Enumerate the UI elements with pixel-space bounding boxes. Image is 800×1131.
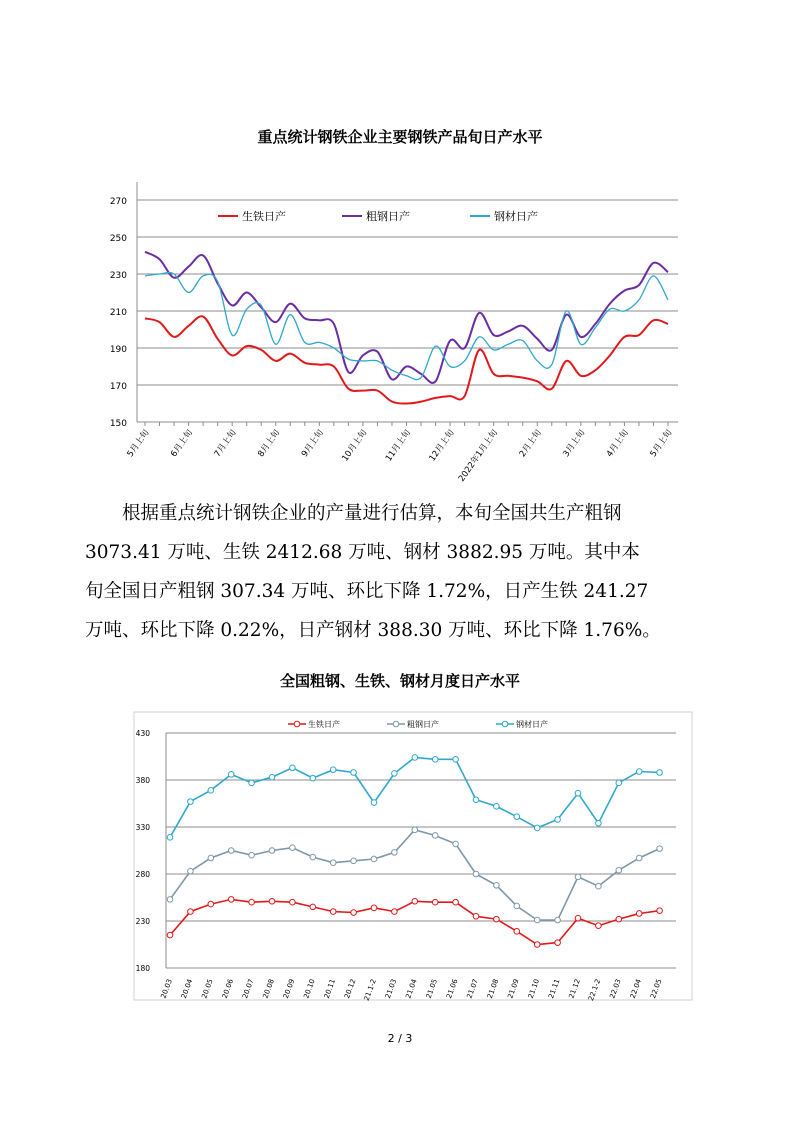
series-line-3	[170, 757, 660, 837]
x-tick-label: 20.05	[200, 977, 215, 1000]
data-point	[371, 856, 377, 862]
legend-label: 钢材日产	[494, 210, 538, 223]
data-point	[534, 917, 540, 923]
x-tick-label: 21.10	[526, 977, 542, 1000]
x-tick-label: 8月上旬	[256, 427, 283, 460]
legend-marker	[294, 721, 300, 727]
data-point	[392, 850, 398, 856]
x-tick-label: 20.08	[261, 977, 276, 1000]
data-point	[473, 797, 479, 803]
x-tick-label: 21.06	[445, 977, 460, 1000]
data-point	[228, 897, 234, 903]
data-point	[392, 909, 398, 915]
data-point	[514, 929, 520, 935]
data-point	[657, 846, 663, 852]
y-tick-label: 150	[109, 419, 127, 429]
y-tick-label: 180	[135, 964, 150, 973]
data-point	[208, 901, 214, 907]
x-tick-label: 22.03	[608, 977, 623, 1000]
data-point	[412, 755, 418, 761]
legend-label: 钢材日产	[516, 720, 548, 729]
x-tick-label: 12月上旬	[427, 427, 457, 464]
series-line-2	[170, 830, 660, 920]
data-point	[555, 817, 561, 823]
data-point	[473, 914, 479, 920]
x-tick-label: 7月上旬	[212, 427, 239, 460]
y-tick-label: 230	[135, 917, 150, 926]
legend-marker	[393, 721, 399, 727]
data-point	[228, 772, 234, 778]
data-point	[514, 903, 520, 909]
y-tick-label: 250	[109, 234, 127, 244]
data-point	[310, 904, 316, 910]
y-tick-label: 330	[135, 823, 150, 832]
data-point	[269, 774, 275, 780]
x-tick-label: 21.07	[465, 977, 480, 1000]
x-tick-label: 20.03	[159, 977, 174, 1000]
y-tick-label: 280	[135, 870, 150, 879]
data-point	[412, 898, 418, 904]
x-tick-label: 22.05	[649, 977, 664, 1000]
data-point	[330, 767, 336, 773]
data-point	[534, 942, 540, 948]
data-point	[269, 898, 275, 904]
data-point	[616, 780, 622, 786]
data-point	[392, 771, 398, 777]
y-tick-label: 230	[109, 271, 127, 281]
x-tick-label: 21.11	[547, 977, 562, 1000]
x-tick-label: 22.1-2	[587, 977, 603, 1002]
data-point	[636, 911, 642, 917]
x-tick-label: 21.09	[506, 977, 521, 1000]
x-tick-label: 20.09	[281, 977, 297, 1000]
data-point	[167, 835, 173, 841]
data-point	[575, 915, 581, 921]
data-point	[616, 867, 622, 873]
data-point	[351, 770, 357, 776]
data-point	[453, 841, 459, 847]
x-tick-label: 20.10	[302, 977, 317, 1000]
data-point	[432, 757, 438, 763]
x-tick-label: 3月上旬	[561, 427, 588, 460]
data-point	[473, 871, 479, 877]
data-point	[657, 908, 663, 914]
data-point	[167, 932, 173, 938]
data-point	[575, 874, 581, 880]
data-point	[188, 909, 194, 915]
data-point	[432, 899, 438, 905]
data-point	[290, 899, 296, 905]
paragraph-line-2: 3073.41 万吨、生铁 2412.68 万吨、钢材 3882.95 万吨。其中本	[85, 542, 640, 563]
y-tick-label: 430	[135, 729, 150, 738]
data-point	[555, 940, 561, 946]
x-tick-label: 10月上旬	[340, 427, 370, 464]
data-point	[208, 788, 214, 794]
legend-label: 粗钢日产	[407, 720, 439, 729]
data-point	[453, 899, 459, 905]
y-tick-label: 170	[109, 382, 127, 392]
data-point	[290, 845, 296, 851]
legend-marker	[502, 721, 508, 727]
chart1-title: 重点统计钢铁企业主要钢铁产品旬日产水平	[257, 128, 543, 146]
data-point	[494, 882, 500, 888]
x-tick-label: 5月上旬	[648, 427, 675, 460]
data-point	[330, 909, 336, 915]
x-tick-label: 20.11	[322, 977, 338, 1000]
data-point	[494, 916, 500, 922]
data-point	[249, 852, 255, 858]
data-point	[432, 833, 438, 839]
x-tick-label: 4月上旬	[604, 427, 631, 460]
y-tick-label: 210	[109, 308, 127, 318]
legend-label: 粗钢日产	[366, 210, 410, 223]
x-tick-label: 2月上旬	[517, 427, 544, 460]
data-point	[351, 910, 357, 916]
x-tick-label: 21.05	[424, 977, 440, 1000]
x-tick-label: 9月上旬	[299, 427, 326, 460]
data-point	[249, 780, 255, 786]
x-tick-label: 21.03	[383, 977, 399, 1000]
x-tick-label: 21.04	[404, 977, 419, 1000]
data-point	[575, 790, 581, 796]
data-point	[534, 825, 540, 831]
data-point	[596, 820, 602, 826]
chart2-title: 全国粗钢、生铁、钢材月度日产水平	[279, 672, 520, 690]
y-tick-label: 190	[109, 345, 127, 355]
data-point	[596, 883, 602, 889]
data-point	[616, 916, 622, 922]
page-number: 2 / 3	[387, 1032, 413, 1045]
data-point	[310, 775, 316, 781]
data-point	[249, 899, 255, 905]
x-tick-label: 21.1-2	[362, 977, 378, 1002]
x-tick-label: 20.07	[241, 977, 256, 1000]
x-tick-label: 20.04	[179, 977, 195, 1000]
data-point	[351, 858, 357, 864]
data-point	[310, 854, 316, 860]
y-tick-label: 270	[109, 197, 127, 207]
legend-label: 生铁日产	[308, 720, 340, 729]
data-point	[290, 765, 296, 771]
data-point	[494, 804, 500, 810]
data-point	[228, 848, 234, 854]
data-point	[453, 757, 459, 763]
series-line-1	[170, 899, 660, 944]
data-point	[636, 855, 642, 861]
data-point	[269, 848, 275, 854]
x-tick-label: 21.12	[567, 977, 582, 1000]
data-point	[514, 814, 520, 820]
paragraph-line-1: 根据重点统计钢铁企业的产量进行估算，本旬全国共生产粗钢	[122, 503, 622, 524]
data-point	[371, 800, 377, 806]
data-point	[596, 923, 602, 929]
x-tick-label: 20.06	[220, 977, 236, 1000]
data-point	[636, 769, 642, 775]
legend-label: 生铁日产	[242, 210, 286, 223]
x-tick-label: 11月上旬	[383, 427, 413, 464]
y-tick-label: 380	[135, 776, 150, 785]
data-point	[188, 799, 194, 805]
x-tick-label: 6月上旬	[169, 427, 196, 460]
x-tick-label: 22.04	[628, 977, 644, 1000]
data-point	[412, 827, 418, 833]
data-point	[330, 860, 336, 866]
data-point	[371, 905, 377, 911]
data-point	[657, 770, 663, 776]
data-point	[188, 868, 194, 874]
data-point	[555, 917, 561, 923]
x-tick-label: 2022年1月上旬	[456, 427, 501, 484]
x-tick-label: 20.12	[343, 977, 358, 1000]
data-point	[167, 897, 173, 903]
data-point	[208, 855, 214, 861]
paragraph-line-4: 万吨、环比下降 0.22%，日产钢材 388.30 万吨、环比下降 1.76%。	[85, 620, 661, 641]
x-tick-label: 21.08	[485, 977, 501, 1000]
x-tick-label: 5月上旬	[125, 427, 152, 460]
paragraph-line-3: 旬全国日产粗钢 307.34 万吨、环比下降 1.72%，日产生铁 241.27	[85, 581, 649, 602]
